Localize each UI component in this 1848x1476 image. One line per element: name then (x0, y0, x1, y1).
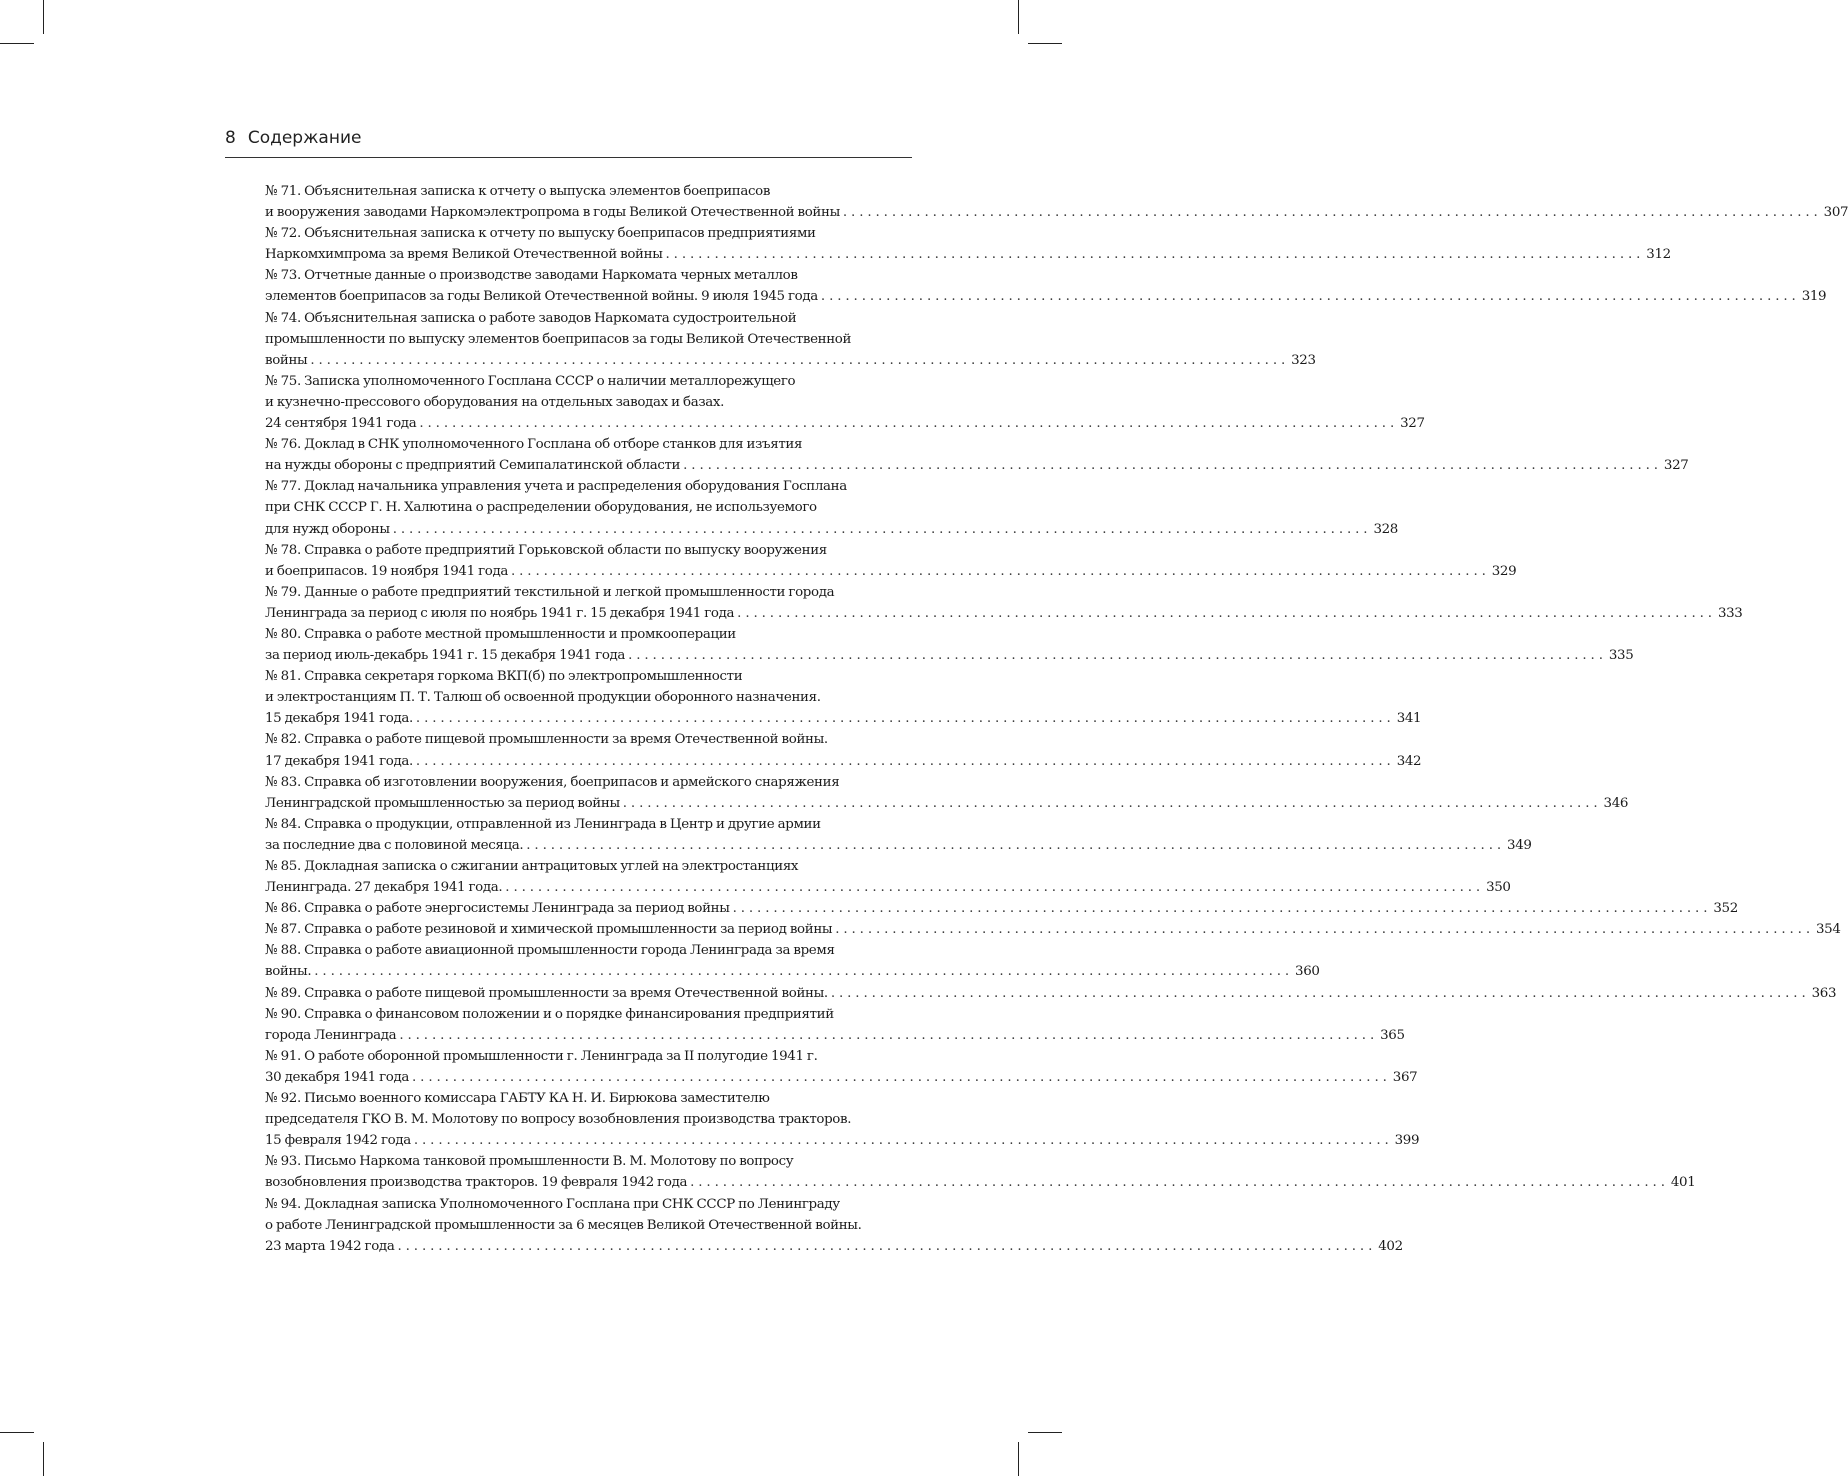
toc-entry (265, 856, 1511, 898)
toc-line (265, 1130, 1420, 1151)
toc-entry-text: 15 февраля 1942 года (265, 1133, 411, 1149)
dot-leader: ........................................................................................................................ (628, 648, 1607, 664)
toc-page-number: 352 (1713, 901, 1738, 917)
toc-entry (265, 919, 1841, 940)
toc-page-number: 312 (1646, 247, 1671, 263)
dot-leader: ........................................................................................................................ (842, 205, 1822, 221)
toc-page-number: 360 (1295, 964, 1320, 980)
toc-line: № 93. Письмо Наркома танковой промышленности В. М. Молотову по вопросу (265, 1154, 794, 1170)
toc-line: № 75. Записка уполномоченного Госплана СССР о наличии металлорежущего (265, 373, 796, 389)
toc-line: о работе Ленинградской промышленности за 6 месяцев Великой Отечественной войны. (265, 1217, 862, 1233)
toc-line (265, 455, 1689, 476)
toc-line: № 77. Доклад начальника управления учета и распределения оборудования Госплана (265, 479, 847, 495)
toc-entry-text: № 86. Справка о работе энергосистемы Ленинграда за период войны (265, 901, 730, 917)
crop-mark (0, 1432, 34, 1433)
toc-entry-text: Ленинградской промышленностью за период войны (265, 795, 620, 811)
toc-entry-text: 30 декабря 1941 года (265, 1069, 409, 1085)
dot-leader: ........................................................................................................................ (510, 563, 1490, 579)
dot-leader: ........................................................................................................................ (732, 901, 1712, 917)
toc-page-number: 323 (1291, 352, 1316, 368)
toc-line: № 91. О работе оборонной промышленности г. Ленинграда за II полугодие 1941 г. (265, 1048, 818, 1064)
running-head (225, 128, 912, 148)
toc-page-number: 342 (1396, 753, 1422, 769)
toc-entry-text: 15 декабря 1941 года. (265, 711, 413, 727)
toc-line: и электростанциям П. Т. Талюш об освоенной продукции оборонного назначения. (265, 690, 821, 706)
toc-line: и кузнечно-прессового оборудования на отдельных заводах и базах. (265, 394, 725, 410)
toc-entry-text: 24 сентября 1941 года (265, 416, 417, 432)
dot-leader: ........................................................................................................................ (665, 247, 1645, 263)
header-rule (225, 157, 912, 158)
toc-line: № 88. Справка о работе авиационной промышленности города Ленинграда за время (265, 943, 835, 959)
toc-page-number: 354 (1815, 922, 1841, 938)
dot-leader: ........................................................................................................................ (397, 1238, 1377, 1254)
toc-entry-text: на нужды обороны с предприятий Семипалатинской области (265, 458, 681, 474)
page-number: 8 (225, 128, 236, 148)
toc-page-number: 319 (1801, 289, 1827, 305)
crop-mark (1028, 43, 1062, 44)
toc-page-number: 350 (1486, 880, 1511, 896)
crop-mark (43, 0, 44, 34)
crop-mark (1028, 1432, 1062, 1433)
toc-page-number: 346 (1603, 795, 1629, 811)
dot-leader: ........................................................................................................................ (419, 416, 1399, 432)
toc-page-number: 341 (1396, 711, 1422, 727)
toc-line: № 73. Отчетные данные о производстве заводами Наркомата черных металлов (265, 268, 798, 284)
toc-line (265, 603, 1743, 624)
dot-leader: ........................................................................................................................ (505, 880, 1485, 896)
toc-line: № 82. Справка о работе пищевой промышленности за время Отечественной войны. (265, 732, 828, 748)
toc-entry (265, 476, 1398, 539)
toc-line (265, 898, 1738, 919)
toc-line (265, 1172, 1696, 1193)
toc-entry-text: войны. (265, 964, 312, 980)
toc-entry-text: Ленинграда за период с июля по ноябрь 1941 г. 15 декабря 1941 года (265, 605, 735, 621)
toc-line (265, 793, 1629, 814)
toc-entry (265, 223, 1671, 265)
toc-entry (265, 1046, 1418, 1088)
toc-entry (265, 308, 1316, 371)
dot-leader: ........................................................................................................................ (415, 711, 1395, 727)
toc-page-number: 335 (1608, 648, 1634, 664)
toc-page-number: 333 (1717, 605, 1743, 621)
toc-entry (265, 540, 1517, 582)
toc-page-number: 363 (1811, 985, 1837, 1001)
toc-entry-text: города Ленинграда (265, 1027, 397, 1043)
toc-line (265, 1025, 1405, 1046)
toc-line: № 80. Справка о работе местной промышленности и промкооперации (265, 626, 736, 642)
dot-leader: ........................................................................................................................ (690, 1175, 1669, 1191)
toc-entry (265, 582, 1743, 624)
toc-entry-text: элементов боеприпасов за годы Великой Отечественной войны. 9 июля 1945 года (265, 289, 818, 305)
dot-leader: ........................................................................................................................ (310, 352, 1290, 368)
dot-leader: ........................................................................................................................ (415, 753, 1395, 769)
dot-leader: ........................................................................................................................ (314, 964, 1294, 980)
toc-page-number: 367 (1392, 1069, 1418, 1085)
toc-entry (265, 940, 1320, 982)
toc-line: № 90. Справка о финансовом положении и о порядке финансирования предприятий (265, 1006, 834, 1022)
toc-line (265, 1236, 1403, 1257)
toc-page-number: 328 (1373, 521, 1398, 537)
toc-page-number: 402 (1378, 1238, 1403, 1254)
toc-line (265, 708, 1422, 729)
toc-line: № 79. Данные о работе предприятий текстильной и легкой промышленности города (265, 584, 835, 600)
toc-line: № 84. Справка о продукции, отправленной из Ленинграда в Центр и другие армии (265, 816, 821, 832)
toc-entry-text: за период июль-декабрь 1941 г. 15 декабря 1941 года (265, 648, 626, 664)
toc-line: № 76. Доклад в СНК уполномоченного Госплана об отборе станков для изъятия (265, 437, 803, 453)
dot-leader: ........................................................................................................................ (622, 795, 1602, 811)
toc-entry-text: Наркомхимпрома за время Великой Отечественной войны (265, 247, 663, 263)
toc-line (265, 350, 1316, 371)
toc-line: промышленности по выпуску элементов боеприпасов за годы Великой Отечественной (265, 331, 852, 347)
toc-entry-text: 17 декабря 1941 года. (265, 753, 413, 769)
toc-entry-text: Ленинграда. 27 декабря 1941 года. (265, 880, 503, 896)
toc-entry-text: за последние два с половиной месяца. (265, 837, 524, 853)
toc-line: № 74. Объяснительная записка о работе заводов Наркомата судостроительной (265, 310, 797, 326)
toc-entry (265, 983, 1837, 1004)
toc-page-number: 365 (1380, 1027, 1405, 1043)
toc-entry-text: возобновления производства тракторов. 19 февраля 1942 года (265, 1175, 688, 1191)
dot-leader: ........................................................................................................................ (413, 1133, 1393, 1149)
toc-page-number: 399 (1394, 1133, 1420, 1149)
toc-line (265, 202, 1848, 223)
toc-entry-text: и вооружения заводами Наркомэлектропрома в годы Великой Отечественной войны (265, 205, 840, 221)
toc-line (265, 919, 1841, 940)
toc-page-number: 327 (1663, 458, 1689, 474)
toc-entry-text: № 89. Справка о работе пищевой промышленности за время Отечественной войны. (265, 985, 828, 1001)
toc-entry (265, 1194, 1403, 1257)
table-of-contents (265, 181, 1848, 1257)
toc-entry (265, 371, 1425, 434)
toc-line: № 78. Справка о работе предприятий Горьковской области по выпуску вооружения (265, 542, 827, 558)
toc-line (265, 751, 1422, 772)
toc-line (265, 286, 1827, 307)
toc-entry (265, 434, 1689, 476)
toc-entry (265, 624, 1634, 666)
toc-line (265, 645, 1634, 666)
dot-leader: ........................................................................................................................ (830, 985, 1810, 1001)
toc-entry (265, 1004, 1405, 1046)
toc-line: председателя ГКО В. М. Молотову по вопросу возобновления производства тракторов. (265, 1112, 852, 1128)
toc-page-number: 307 (1823, 205, 1848, 221)
dot-leader: ........................................................................................................................ (820, 289, 1800, 305)
toc-line: № 72. Объяснительная записка к отчету по выпуску боеприпасов предприятиями (265, 226, 816, 242)
toc-entry-text: войны (265, 352, 308, 368)
crop-mark (1018, 0, 1019, 34)
toc-line (265, 1067, 1418, 1088)
toc-entry-text: № 87. Справка о работе резиновой и химической промышленности за период войны (265, 922, 833, 938)
dot-leader: ........................................................................................................................ (683, 458, 1662, 474)
toc-entry (265, 814, 1532, 856)
toc-line: № 85. Докладная записка о сжигании антрацитовых углей на электростанциях (265, 859, 799, 874)
toc-entry (265, 729, 1422, 771)
toc-entry (265, 265, 1827, 307)
dot-leader: ........................................................................................................................ (526, 837, 1506, 853)
toc-entry (265, 666, 1422, 729)
toc-entry-text: и боеприпасов. 19 ноября 1941 года (265, 563, 508, 579)
dot-leader: ........................................................................................................................ (835, 922, 1814, 938)
toc-line: № 83. Справка об изготовлении вооружения, боеприпасов и армейского снаряжения (265, 774, 840, 790)
toc-line (265, 961, 1320, 982)
toc-page-number: 349 (1507, 837, 1532, 853)
crop-mark (1018, 1442, 1019, 1476)
page-title: Содержание (247, 128, 362, 148)
toc-entry (265, 181, 1848, 223)
toc-line: № 71. Объяснительная записка к отчету о выпуска элементов боеприпасов (265, 184, 771, 199)
toc-line (265, 983, 1837, 1004)
toc-line (265, 877, 1511, 898)
toc-entry (265, 1151, 1696, 1193)
toc-line (265, 835, 1532, 856)
crop-mark (43, 1442, 44, 1476)
toc-page-number: 327 (1400, 416, 1425, 432)
dot-leader: ........................................................................................................................ (392, 521, 1372, 537)
toc-line (265, 561, 1517, 582)
toc-line: при СНК СССР Г. Н. Халютина о распределении оборудования, не используемого (265, 500, 817, 516)
toc-page-number: 329 (1491, 563, 1517, 579)
toc-page-number: 401 (1670, 1175, 1696, 1191)
dot-leader: ........................................................................................................................ (412, 1069, 1391, 1085)
dot-leader: ........................................................................................................................ (399, 1027, 1379, 1043)
toc-line: № 94. Докладная записка Уполномоченного Госплана при СНК СССР по Ленинграду (265, 1196, 840, 1212)
toc-line: № 81. Справка секретаря горкома ВКП(б) по электропромышленности (265, 669, 743, 685)
toc-entry (265, 898, 1738, 919)
toc-entry-text: 23 марта 1942 года (265, 1238, 395, 1254)
toc-line (265, 244, 1671, 265)
toc-line (265, 519, 1398, 540)
toc-line: № 92. Письмо военного комиссара ГАБТУ КА Н. И. Бирюкова заместителю (265, 1091, 770, 1107)
dot-leader: ........................................................................................................................ (737, 605, 1716, 621)
toc-line (265, 413, 1425, 434)
crop-mark (0, 43, 34, 44)
toc-entry (265, 1088, 1420, 1151)
toc-entry (265, 772, 1629, 814)
toc-entry-text: для нужд обороны (265, 521, 390, 537)
